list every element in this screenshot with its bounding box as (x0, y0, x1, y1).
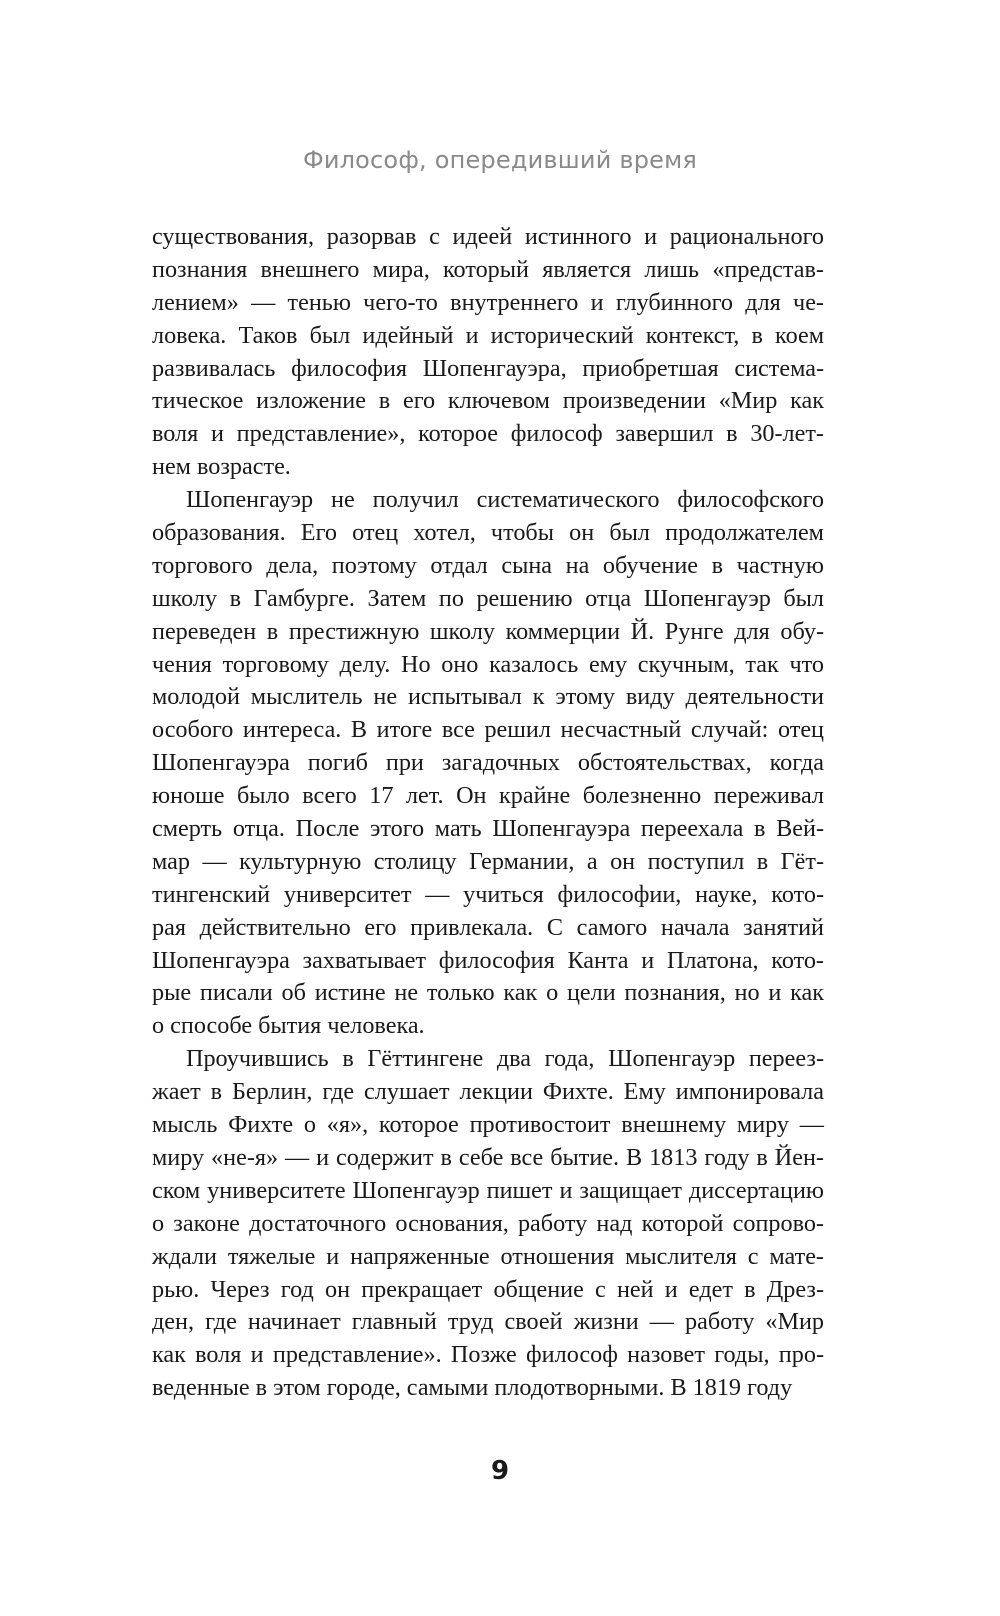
text-line: мар — культурную столицу Германии, а он поступил в Гёт- (152, 847, 824, 875)
paragraph (152, 221, 824, 484)
text-line: миру «не-я» — и содержит в себе все бытие. В 1813 году в Йен- (152, 1143, 824, 1171)
text-line: о способе бытия человека. (152, 1012, 425, 1040)
text-line: молодой мыслитель не испытывал к этому виду деятельности (152, 683, 824, 711)
text-line: чения торговому делу. Но оно казалось ему скучным, так что (152, 650, 824, 678)
text-line: школу в Гамбурге. Затем по решению отца Шопенгауэр был (152, 584, 824, 612)
text-line: нем возрасте. (152, 453, 291, 481)
text-line: ском университете Шопенгауэр пишет и защищает диссертацию (152, 1176, 824, 1204)
text-line: переведен в престижную школу коммерции Й. Рунге для обу- (152, 617, 824, 645)
text-line: мысль Фихте о «я», которое противостоит внешнему миру — (152, 1111, 824, 1139)
text-line: Проучившись в Гёттингене два года, Шопенгауэр переез- (186, 1045, 824, 1073)
text-line: Шопенгауэра погиб при загадочных обстоятельствах, когда (152, 749, 824, 777)
page-number: 9 (490, 1456, 510, 1486)
text-line: тингенский университет — учиться философии, науке, кото- (152, 880, 824, 908)
text-line: рью. Через год он прекращает общение с ней и едет в Дрез- (152, 1275, 824, 1303)
text-line: о законе достаточного основания, работу над которой сопрово- (152, 1209, 824, 1237)
text-line: познания внешнего мира, который является лишь «представ- (152, 255, 824, 283)
text-line: образования. Его отец хотел, чтобы он был продолжателем (152, 519, 824, 547)
text-line: воля и представление», которое философ завершил в 30-лет- (152, 420, 824, 448)
text-line: ждали тяжелые и напряженные отношения мыслителя с мате- (152, 1242, 824, 1270)
text-line: рая действительно его привлекала. С самого начала занятий (152, 913, 824, 941)
body-text (152, 221, 824, 1405)
paragraph (152, 1043, 824, 1405)
text-line: смерть отца. После этого мать Шопенгауэра переехала в Вей- (152, 815, 824, 843)
text-line: веденные в этом городе, самыми плодотворными. В 1819 году (152, 1374, 793, 1402)
text-line: как воля и представление». Позже философ назовет годы, про- (152, 1341, 824, 1369)
paragraph (152, 484, 824, 1043)
text-line: жает в Берлин, где слушает лекции Фихте. Ему импонировала (152, 1078, 824, 1106)
text-line: торгового дела, поэтому отдал сына на обучение в частную (152, 551, 824, 579)
text-line: юноше было всего 17 лет. Он крайне болезненно переживал (152, 782, 824, 810)
text-line: тическое изложение в его ключевом произведении «Мир как (152, 387, 824, 415)
running-title: Философ, опередивший время (302, 146, 698, 174)
text-line: особого интереса. В итоге все решил несчастный случай: отец (152, 716, 824, 744)
text-line: ловека. Таков был идейный и исторический контекст, в коем (152, 321, 824, 349)
text-line: рые писали об истине не только как о цели познания, но и как (152, 979, 824, 1007)
text-line: лением» — тенью чего-то внутреннего и глубинного для че- (152, 288, 824, 316)
text-line: Шопенгауэра захватывает философия Канта и Платона, кото- (152, 946, 824, 974)
text-line: существования, разорвав с идеей истинного и рационального (152, 223, 824, 250)
text-line: развивалась философия Шопенгауэра, приобретшая система- (152, 354, 824, 382)
text-line: Шопенгауэр не получил систематического философского (186, 486, 824, 514)
text-line: ден, где начинает главный труд своей жизни — работу «Мир (152, 1308, 824, 1336)
